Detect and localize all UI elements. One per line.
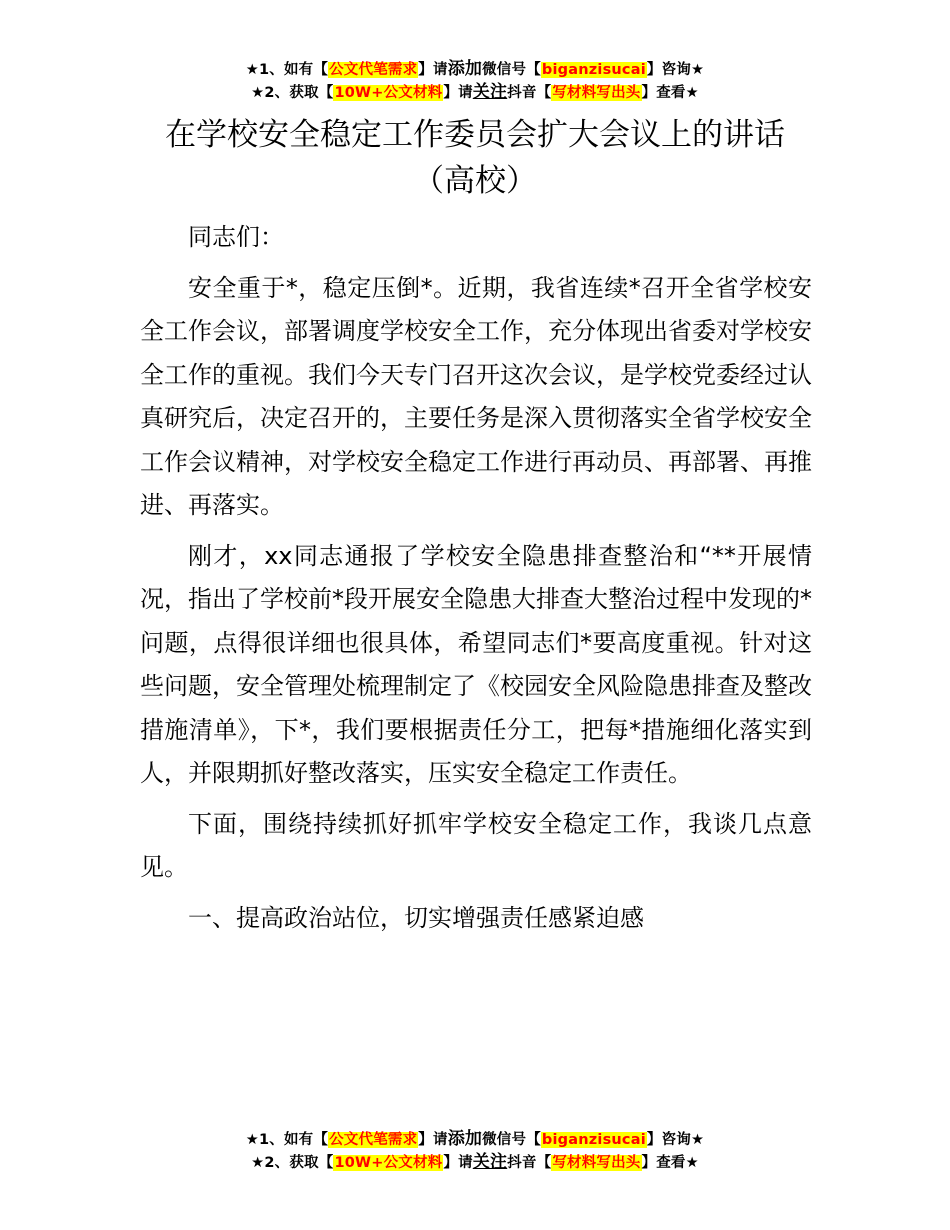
- title-line-1: 在学校安全稳定工作委员会扩大会议上的讲话: [165, 117, 785, 153]
- bracket: 【: [526, 62, 541, 78]
- promo-prefix: ★2、获取: [251, 85, 319, 101]
- promo-emphasis: 关注: [472, 82, 508, 102]
- promo-text: 抖音: [507, 85, 537, 101]
- paragraph: 刚才，xx同志通报了学校安全隐患排查整治和“**开展情况，指出了学校前*段开展安全隐患大排查大整治过程中发现的*问题，点得很详细也很具体，希望同志们*要高度重视。针对这些问题，安全管理处梳理制定了《校园安全风险隐患排查及整改措施清单》，下*，我们要根据责任分工，把每*措施细化落实到人，并限期抓好整改落实，压实安全稳定工作责任。: [140, 541, 812, 787]
- header-promo-banner: [0, 58, 950, 104]
- bracket: 【: [313, 62, 329, 78]
- document-body: [140, 216, 812, 947]
- promo-line-1: [0, 1128, 950, 1151]
- promo-text: 】请: [443, 85, 473, 101]
- salutation: 同志们：: [188, 223, 284, 251]
- document-title: [0, 112, 950, 204]
- bracket: 【: [536, 85, 552, 101]
- promo-text: 】请: [418, 1132, 448, 1148]
- promo-highlight-tag: 公文代笔需求: [329, 1132, 418, 1148]
- promo-wechat-id: biganzisucai: [541, 62, 646, 78]
- promo-suffix: 】咨询★: [646, 1132, 705, 1148]
- title-line-2: （高校）: [413, 163, 537, 199]
- bracket: 【: [318, 1155, 334, 1171]
- section-heading: 一、提高政治站位，切实增强责任感紧迫感: [188, 903, 644, 932]
- promo-emphasis: 添加: [447, 59, 483, 79]
- promo-highlight-tag: 公文代笔需求: [329, 62, 418, 78]
- bracket: 【: [536, 1155, 552, 1171]
- promo-prefix: ★1、如有: [245, 62, 314, 78]
- promo-text: 微信号: [482, 62, 527, 78]
- promo-suffix: 】查看★: [641, 1155, 699, 1171]
- promo-text: 】请: [418, 62, 448, 78]
- promo-line-2: [0, 81, 950, 104]
- promo-douyin-name: 写材料写出头: [552, 1155, 641, 1171]
- promo-wechat-id: biganzisucai: [541, 1132, 646, 1148]
- promo-suffix: 】查看★: [641, 85, 699, 101]
- promo-text: 】请: [443, 1155, 473, 1171]
- promo-suffix: 】咨询★: [646, 62, 705, 78]
- promo-emphasis: 添加: [447, 1129, 483, 1149]
- paragraph: 下面，围绕持续抓好抓牢学校安全稳定工作，我谈几点意见。: [140, 809, 812, 881]
- promo-text: 微信号: [482, 1132, 527, 1148]
- promo-prefix: ★1、如有: [245, 1132, 314, 1148]
- bracket: 【: [318, 85, 334, 101]
- promo-line-2: [0, 1151, 950, 1174]
- promo-prefix: ★2、获取: [251, 1155, 319, 1171]
- paragraph: 安全重于*，稳定压倒*。近期，我省连续*召开全省学校安全工作会议，部署调度学校安全工作，充分体现出省委对学校安全工作的重视。我们今天专门召开这次会议，是学校党委经过认真研究后，决定召开的，主要任务是深入贯彻落实全省学校安全工作会议精神，对学校安全稳定工作进行再动员、再部署、再推进、再落实。: [140, 273, 812, 519]
- bracket: 【: [526, 1132, 541, 1148]
- promo-highlight-tag: 10W+公文材料: [334, 85, 443, 101]
- promo-line-1: [0, 58, 950, 81]
- promo-douyin-name: 写材料写出头: [552, 85, 641, 101]
- promo-highlight-tag: 10W+公文材料: [334, 1155, 443, 1171]
- bracket: 【: [313, 1132, 329, 1148]
- footer-promo-banner: [0, 1128, 950, 1174]
- promo-emphasis: 关注: [472, 1152, 508, 1172]
- promo-text: 抖音: [507, 1155, 537, 1171]
